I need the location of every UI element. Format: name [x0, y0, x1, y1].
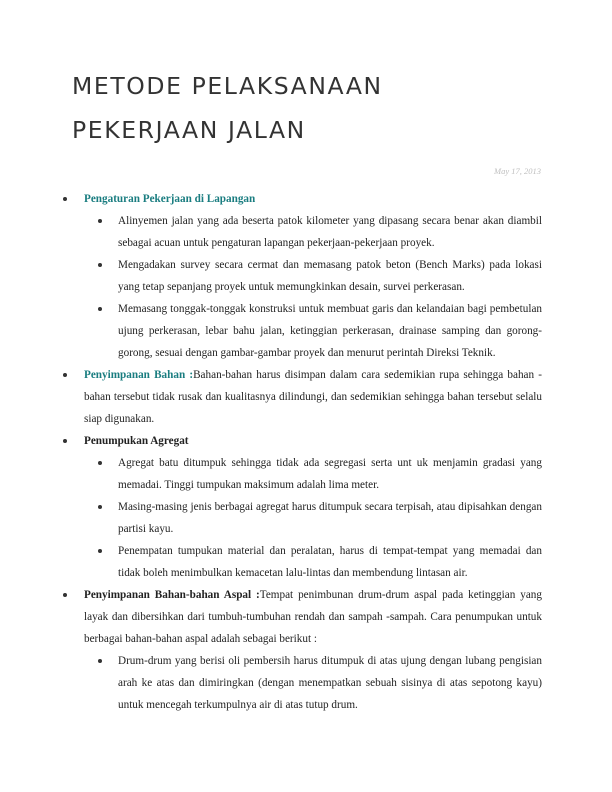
- sub-list: [84, 210, 542, 364]
- list-item: Penempatan tumpukan material dan peralatan, harus di tempat-tempat yang memadai dan tidak boleh menimbulkan kemacetan lalu-lintas dan membendung lintasan air.: [84, 540, 542, 584]
- list-item: Mengadakan survey secara cermat dan memasang patok beton (Bench Marks) pada lokasi yang tetap sepanjang proyek untuk memungkinkan desain, survei perkerasan.: [84, 254, 542, 298]
- section-text: Tempat penimbunan drum-drum aspal pada ketinggian yang layak dan dibersihkan dari tumbuh-tumbuhan rendah dan sampah -sampah. Cara penumpukan untuk berbagai bahan-bahan aspal adalah sebagai berikut :: [84, 589, 542, 645]
- section-penyimpanan-bahan: [62, 364, 542, 430]
- list-item: Masing-masing jenis berbagai agregat harus ditumpuk secara terpisah, atau dipisahkan dengan partisi kayu.: [84, 496, 542, 540]
- sub-list: [84, 452, 542, 584]
- section-pengaturan: [62, 188, 542, 364]
- section-list: [62, 188, 542, 716]
- section-heading: Penyimpanan Bahan :: [84, 369, 194, 381]
- section-heading: Pengaturan Pekerjaan di Lapangan: [84, 193, 256, 205]
- section-penyimpanan-aspal: [62, 584, 542, 716]
- section-heading: Penyimpanan Bahan-bahan Aspal :: [84, 589, 260, 601]
- list-item: Alinyemen jalan yang ada beserta patok kilometer yang dipasang secara benar akan diambil sebagai acuan untuk pengaturan lapangan pekerjaan-pekerjaan proyek.: [84, 210, 542, 254]
- list-item: Agregat batu ditumpuk sehingga tidak ada segregasi serta unt uk menjamin gradasi yang memadai. Tinggi tumpukan maksimum adalah lima meter.: [84, 452, 542, 496]
- article-body: [62, 188, 542, 716]
- page-title-line-1: METODE PELAKSANAAN: [72, 72, 383, 100]
- publish-date: May 17, 2013: [494, 166, 541, 176]
- list-item: Drum-drum yang berisi oli pembersih harus ditumpuk di atas ujung dengan lubang pengisian arah ke atas dan dimiringkan (dengan menempatkan sebuah sisinya di atas sepotong kayu) untuk mencegah terkumpulnya air di atas tutup drum.: [84, 650, 542, 716]
- list-item: Memasang tonggak-tonggak konstruksi untuk membuat garis dan kelandaian bagi pembetulan ujung perkerasan, lebar bahu jalan, ketinggian perkerasan, drainase samping dan gorong-gorong, sesuai dengan gambar-gambar proyek dan menurut perintah Direksi Teknik.: [84, 298, 542, 364]
- section-heading: Penumpukan Agregat: [84, 435, 189, 447]
- section-text: Bahan-bahan harus disimpan dalam cara sedemikian rupa sehingga bahan -bahan tersebut tidak rusak dan kualitasnya dilindungi, dan sedemikian sehingga bahan tersebut selalu siap digunakan.: [84, 369, 543, 425]
- page-title-line-2: PEKERJAAN JALAN: [72, 116, 306, 144]
- section-penumpukan-agregat: [62, 430, 542, 584]
- sub-list: [84, 650, 542, 716]
